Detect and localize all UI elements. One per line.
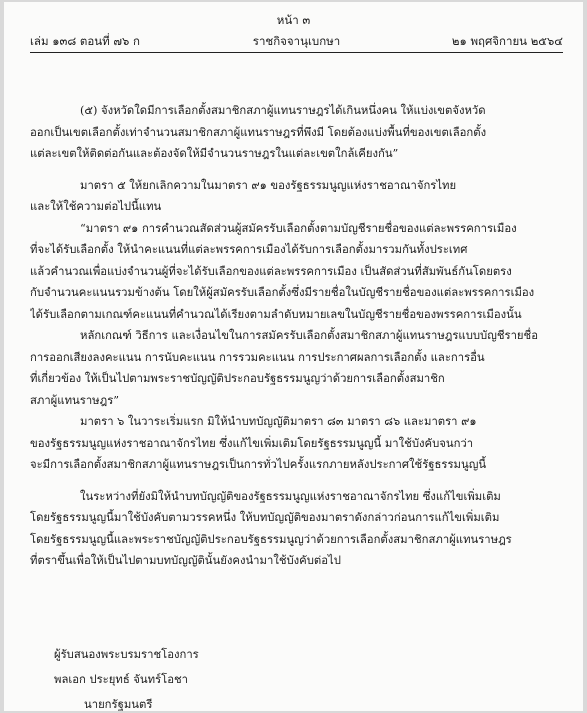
publication-name: ราชกิจจานุเบกษา (252, 34, 341, 48)
paragraph-section-5 (30, 175, 565, 218)
text-line: การออกเสียงลงคะแนน การนับคะแนน การรวมคะแนน การประกาศผลการเลือกตั้ง และการอื่น (30, 350, 485, 364)
header-rule (30, 52, 563, 53)
paragraph-section-91 (30, 218, 565, 326)
text-line: (๕) จังหวัดใดมีการเลือกตั้งสมาชิกสภาผู้แทนราษฎรได้เกินหนึ่งคน ให้แบ่งเขตจังหวัด (80, 104, 486, 117)
text-line: ออกเป็นเขตเลือกตั้งเท่าจำนวนสมาชิกสภาผู้แทนราษฎรที่พึงมี โดยต้องแบ่งพื้นที่ของเขตเลือกตั้ง (30, 125, 487, 139)
signature-block (54, 642, 199, 711)
signatory-title: นายกรัฐมนตรี (84, 698, 153, 711)
signatory-name: พลเอก ประยุทธ์ จันทร์โอชา (54, 673, 189, 686)
text-line: ในระหว่างที่ยังมิให้นำบทบัญญัติของรัฐธรรมนูญแห่งราชอาณาจักรไทย ซึ่งแก้ไขเพิ่มเติม (80, 489, 501, 503)
text-line: โดยรัฐธรรมนูญนี้มาใช้บังคับตามวรรคหนึ่ง ให้บทบัญญัติของมาตราดังกล่าวก่อนการแก้ไขเพิ่มเติม (30, 511, 500, 524)
text-line: ที่จะได้รับเลือกตั้ง ให้นำคะแนนที่แต่ละพรรคการเมืองได้รับการเลือกตั้งมารวมกันทั้งประเทศ (30, 243, 468, 256)
text-line: ที่เกี่ยวข้อง ให้เป็นไปตามพระราชบัญญัติประกอบรัฐธรรมนูญว่าด้วยการเลือกตั้งสมาชิก (30, 372, 445, 385)
paragraph-clause-5 (30, 100, 565, 165)
publication-date: ๒๑ พฤศจิกายน ๒๕๖๔ (451, 34, 563, 48)
text-line: แล้วคำนวณเพื่อแบ่งจำนวนผู้ที่จะได้รับเลือกของแต่ละพรรคการเมือง เป็นสัดส่วนที่สัมพันธ์กันโดยตรง (30, 264, 512, 278)
paragraph-transitional (30, 486, 565, 572)
document-body (30, 100, 565, 572)
text-line: ของรัฐธรรมนูญแห่งราชอาณาจักรไทย ซึ่งแก้ไขเพิ่มเติมโดยรัฐธรรมนูญนี้ มาใช้บังคับจนกว่า (30, 436, 474, 450)
countersign-label: ผู้รับสนองพระบรมราชโองการ (54, 648, 199, 661)
text-line: ได้รับเลือกตามเกณฑ์คะแนนที่คำนวณได้เรียงตามลำดับหมายเลขในบัญชีรายชื่อของพรรคการเมืองนั้น (30, 307, 522, 321)
text-line: จะมีการเลือกตั้งสมาชิกสภาผู้แทนราษฎรเป็นการทั่วไปครั้งแรกภายหลังประกาศใช้รัฐธรรมนูญนี้ (30, 458, 487, 471)
gazette-page (4, 2, 583, 711)
text-line: มาตรา ๕ ให้ยกเลิกความในมาตรา ๙๑ ของรัฐธรรมนูญแห่งราชอาณาจักรไทย (80, 178, 457, 192)
text-line: “มาตรา ๙๑ การคำนวณสัดส่วนผู้สมัครรับเลือกตั้งตามบัญชีรายชื่อของแต่ละพรรคการเมือง (80, 221, 517, 235)
text-line: หลักเกณฑ์ วิธีการ และเงื่อนไขในการสมัครรับเลือกตั้งสมาชิกสภาผู้แทนราษฎรแบบบัญชีรายชื่อ (80, 329, 538, 342)
paragraph-section-6 (30, 411, 565, 476)
text-line: ที่ตราขึ้นเพื่อให้เป็นไปตามบทบัญญัตินั้นยังคงนำมาใช้บังคับต่อไป (30, 554, 341, 567)
page-number: หน้า ๓ (276, 13, 311, 27)
text-line: แต่ละเขตให้ติดต่อกันและต้องจัดให้มีจำนวนราษฎรในแต่ละเขตใกล้เคียงกัน” (30, 147, 399, 160)
paragraph-criteria (30, 325, 565, 411)
text-line: กับจำนวนคะแนนรวมข้างต้น โดยให้ผู้สมัครรับเลือกตั้งซึ่งมีรายชื่อในบัญชีรายชื่อของแต่ละพรรคการเมือง (30, 286, 535, 299)
text-line: โดยรัฐธรรมนูญนี้และพระราชบัญญัติประกอบรัฐธรรมนูญว่าด้วยการเลือกตั้งสมาชิกสภาผู้แทนราษฎร (30, 532, 512, 546)
gazette-header (30, 33, 563, 51)
volume-issue: เล่ม ๑๓๘ ตอนที่ ๗๖ ก (30, 34, 140, 48)
text-line: และให้ใช้ความต่อไปนี้แทน (30, 200, 162, 213)
text-line: มาตรา ๖ ในวาระเริ่มแรก มิให้นำบทบัญญัติมาตรา ๘๓ มาตรา ๘๖ และมาตรา ๙๑ (80, 415, 477, 428)
text-line: สภาผู้แทนราษฎร” (30, 393, 120, 407)
